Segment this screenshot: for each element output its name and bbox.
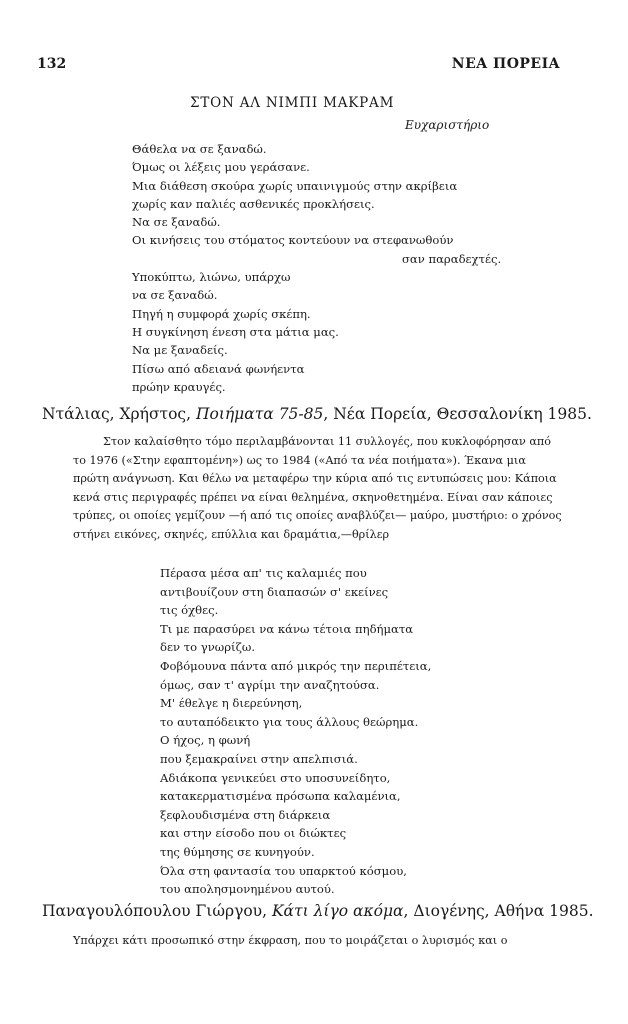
poem-line: Ο ήχος, η φωνή — [160, 733, 251, 748]
poem-line: που ξεμακραίνει στην απελπισιά. — [160, 751, 358, 766]
poem-line: κατακερματισμένα πρόσωπα καλαμένια, — [160, 789, 401, 804]
review-heading — [42, 902, 594, 920]
review-author: Παναγουλόπουλου Γιώργου, — [42, 902, 272, 920]
poem-line: Μια διάθεση σκούρα χωρίς υπαινιγμούς στην ακρίβεια — [132, 178, 458, 193]
running-title: ΝΕΑ ΠΟΡΕΙΑ — [451, 56, 560, 72]
poem-line: Αδιάκοπα γενικεύει στο υποσυνείδητο, — [160, 770, 391, 785]
review-book-title: Κάτι λίγο ακόμα — [271, 902, 404, 920]
review-line: Υπάρχει κάτι προσωπικό στην έκφραση, που το μοιράζεται ο λυρισμός και ο — [73, 934, 508, 947]
review-line: πρώτη ανάγνωση. Και θέλω να μεταφέρω την κύρια από τις εντυπώσεις μου: Κάποια — [73, 472, 557, 485]
poem-line: ξεφλουδισμένα στη διάρκεια — [160, 807, 331, 822]
page-header — [0, 56, 628, 76]
poem-line: Πίσω από αδειανά φωνήεντα — [132, 361, 305, 376]
poem-line: Οι κινήσεις του στόματος κοντεύουν να στεφανωθούν — [132, 233, 454, 248]
poem-line: Πέρασα μέσα απ' τις καλαμιές που — [160, 566, 367, 580]
poem-first — [132, 140, 501, 396]
review-line: στήνει εικόνες, σκηνές, επύλλια και δραμάτια,—θρίλερ — [73, 527, 390, 541]
review-line: κενά στις περιγραφές πρέπει να είναι θελημένα, σκηνοθετημένα. Είναι σαν κάποιες — [73, 490, 553, 504]
poem-line: το αυταπόδεικτο για τους άλλους θεώρημα. — [160, 714, 419, 729]
poem-line: Μ' έθελγε η διερεύνηση, — [160, 696, 303, 711]
poem-title: ΣΤΟΝ ΑΛ ΝΙΜΠΙ ΜΑΚΡΑΜ — [190, 95, 395, 111]
poem-line: Να με ξαναδείς. — [132, 343, 228, 358]
poem-line: πρώην κραυγές. — [132, 379, 226, 394]
review-body — [73, 433, 562, 544]
poem-quoted — [160, 564, 431, 899]
review-line: τρύπες, οι οποίες γεμίζουν —ή από τις οποίες αναβλύζει— μαύρο, μυστήριο: ο χρόνος — [73, 509, 562, 522]
review-author: Ντάλιας, Χρήστος, — [42, 405, 196, 423]
poem-line: Όμως οι λέξεις μου γεράσανε. — [132, 160, 310, 175]
poem-line: της θύμησης σε κυνηγούν. — [160, 844, 315, 859]
poem-line: να σε ξαναδώ. — [132, 288, 218, 303]
poem-line: του απολησμονημένου αυτού. — [160, 882, 335, 897]
poem-line: τις όχθες. — [160, 603, 219, 618]
poem-line: σαν παραδεχτές. — [402, 251, 502, 266]
poem-line: Όλα στη φαντασία του υπαρκτού κόσμου, — [160, 863, 407, 878]
poem-line: αντιβουίζουν στη διαπασών σ' εκείνες — [160, 584, 389, 599]
poem-line: και στην είσοδο που οι διώκτες — [160, 826, 347, 841]
poem-line: Η συγκίνηση ένεση στα μάτια μας. — [132, 324, 339, 339]
review-heading — [42, 405, 592, 423]
poem-line: δεν το γνωρίζω. — [160, 640, 256, 655]
review-line: Στον καλαίσθητο τόμο περιλαμβάνονται 11 συλλογές, που κυκλοφόρησαν από — [103, 435, 551, 448]
review-book-title: Ποιήματα 75-85 — [195, 405, 324, 423]
review-line: το 1976 («Στην εφαπτομένη») ως το 1984 («Από τα νέα ποιήματα»). Έκανα μια — [73, 453, 526, 467]
review-publisher: , Διογένης, Αθήνα 1985. — [403, 902, 594, 920]
poem-line: Πηγή η συμφορά χωρίς σκέπη. — [132, 306, 311, 321]
poem-line: Τι με παρασύρει να κάνω τέτοια πηδήματα — [160, 621, 414, 636]
poem-line: Να σε ξαναδώ. — [132, 215, 221, 230]
poem-line: όμως, σαν τ' αγρίμι την αναζητούσα. — [160, 677, 380, 692]
poem-line: Φοβόμουνα πάντα από μικρός την περιπέτεια, — [160, 658, 432, 673]
poem-line: χωρίς καν παλιές ασθενικές προκλήσεις. — [132, 196, 375, 211]
poem-subtitle: Ευχαριστήριο — [405, 118, 490, 132]
poem-line: Υποκύπτω, λιώνω, υπάρχω — [132, 270, 291, 285]
review-publisher: , Νέα Πορεία, Θεσσαλονίκη 1985. — [323, 405, 592, 423]
poem-line: Θάθελα να σε ξαναδώ. — [132, 142, 267, 156]
page-number: 132 — [37, 56, 67, 72]
review-body — [73, 932, 507, 951]
